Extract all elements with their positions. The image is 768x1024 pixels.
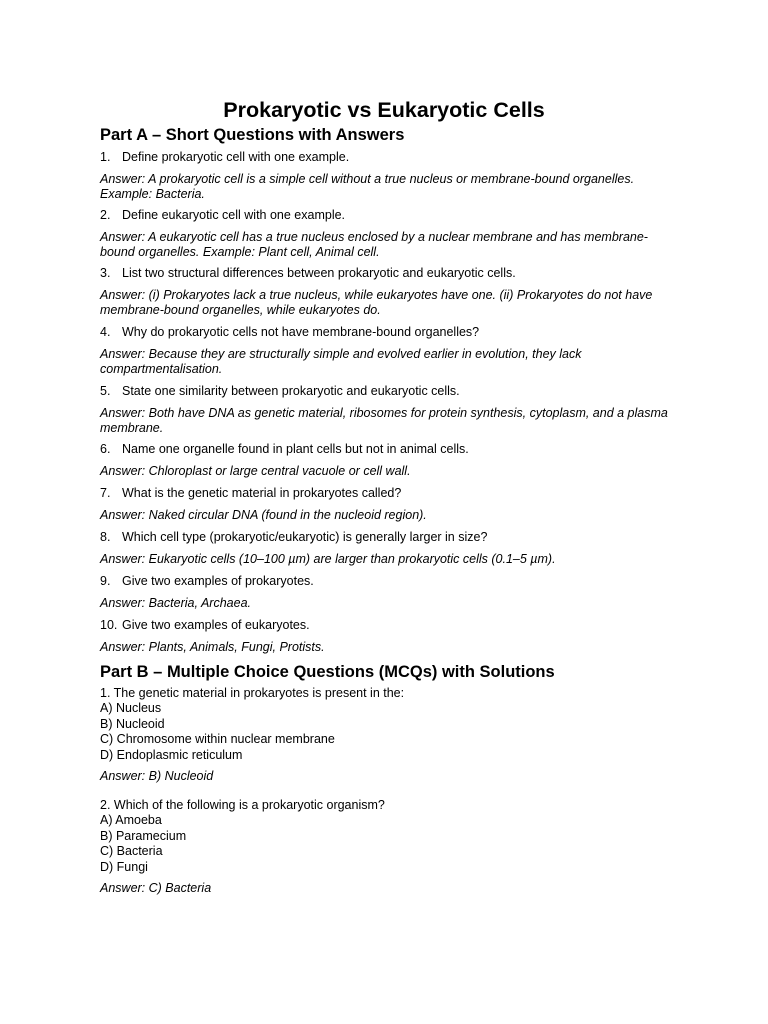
mcq-option: B) Paramecium: [100, 828, 187, 843]
part-a-item-5: [100, 384, 680, 436]
mcq-answer: Answer: C) Bacteria: [100, 881, 212, 896]
part-a-answer: Answer: A prokaryotic cell is a simple cell without a true nucleus or membrane-bound organelles. Example: Bacteria.: [100, 172, 635, 201]
part-a-question: [100, 530, 680, 545]
mcq-question: 2. Which of the following is a prokaryotic organism?: [100, 798, 385, 812]
part-a-answer: Answer: Plants, Animals, Fungi, Protists.: [100, 640, 325, 654]
part-b-heading: Part B – Multiple Choice Questions (MCQs) with Solutions: [100, 663, 555, 681]
mcq-question: 1. The genetic material in prokaryotes is present in the:: [100, 686, 405, 700]
part-a-answer: Answer: (i) Prokaryotes lack a true nucleus, while eukaryotes have one. (ii) Prokaryotes do not have membrane-bound organelles, while eukaryotes do.: [100, 288, 653, 317]
question-number: 6.: [100, 442, 111, 456]
part-a-item-6: [100, 442, 680, 479]
question-text: Which cell type (prokaryotic/eukaryotic) is generally larger in size?: [122, 530, 488, 544]
mcq-option: A) Amoeba: [100, 813, 162, 828]
part-a-heading: Part A – Short Questions with Answers: [100, 126, 405, 144]
question-text: Why do prokaryotic cells not have membrane-bound organelles?: [122, 325, 480, 339]
mcq-option: D) Fungi: [100, 859, 148, 874]
part-a-answer: Answer: Bacteria, Archaea.: [100, 596, 251, 610]
part-a-question: [100, 574, 680, 589]
question-text: List two structural differences between prokaryotic and eukaryotic cells.: [122, 266, 516, 280]
part-a-item-7: [100, 486, 680, 523]
mcq-option: B) Nucleoid: [100, 716, 165, 731]
question-number: 2.: [100, 208, 111, 222]
question-text: What is the genetic material in prokaryotes called?: [122, 486, 402, 500]
question-text: Give two examples of prokaryotes.: [122, 574, 314, 588]
question-number: 10.: [100, 618, 118, 632]
part-a-item-8: [100, 530, 680, 567]
question-text: State one similarity between prokaryotic and eukaryotic cells.: [122, 384, 460, 398]
document-title: Prokaryotic vs Eukaryotic Cells: [223, 98, 545, 122]
part-a-item-3: [100, 266, 680, 318]
part-a-item-9: [100, 574, 680, 611]
part-a-question: [100, 208, 680, 223]
question-number: 3.: [100, 266, 111, 280]
mcq-option: D) Endoplasmic reticulum: [100, 747, 243, 762]
part-a-item-1: [100, 150, 680, 202]
part-a-answer: Answer: Chloroplast or large central vacuole or cell wall.: [100, 464, 411, 478]
part-a-item-4: [100, 325, 680, 377]
part-a-question: [100, 384, 680, 399]
question-number: 8.: [100, 530, 111, 544]
part-a-answer: Answer: Both have DNA as genetic material, ribosomes for protein synthesis, cytoplasm, and a plasma membrane.: [100, 406, 668, 435]
part-a-question: [100, 325, 680, 340]
question-number: 4.: [100, 325, 111, 339]
part-a-answer: Answer: A eukaryotic cell has a true nucleus enclosed by a nuclear membrane and has membrane-bound organelles. Example: Plant cell, Animal cell.: [100, 230, 648, 259]
question-text: Define prokaryotic cell with one example.: [122, 150, 350, 164]
question-text: Give two examples of eukaryotes.: [122, 618, 310, 632]
part-a-answer: Answer: Naked circular DNA (found in the nucleoid region).: [100, 508, 427, 522]
mcq-option: C) Bacteria: [100, 844, 163, 859]
mcq-answer: Answer: B) Nucleoid: [100, 769, 214, 784]
mcq-item-1: [100, 686, 680, 784]
question-number: 1.: [100, 150, 111, 164]
part-a-question: [100, 486, 680, 501]
question-text: Name one organelle found in plant cells but not in animal cells.: [122, 442, 469, 456]
question-number: 7.: [100, 486, 111, 500]
mcq-option: C) Chromosome within nuclear membrane: [100, 732, 335, 747]
part-a-question: [100, 266, 680, 281]
part-a-item-2: [100, 208, 680, 260]
question-number: 9.: [100, 574, 111, 588]
question-number: 5.: [100, 384, 111, 398]
mcq-item-2: [100, 798, 680, 896]
part-a-question: [100, 150, 680, 165]
part-a-answer: Answer: Because they are structurally simple and evolved earlier in evolution, they lack compartmentalisation.: [100, 347, 582, 376]
part-a-answer: Answer: Eukaryotic cells (10–100 µm) are larger than prokaryotic cells (0.1–5 µm).: [100, 552, 556, 566]
mcq-option: A) Nucleus: [100, 701, 162, 716]
part-a-item-10: [100, 618, 680, 655]
question-text: Define eukaryotic cell with one example.: [122, 208, 346, 222]
part-a-question: [100, 618, 680, 633]
part-a-question: [100, 442, 680, 457]
